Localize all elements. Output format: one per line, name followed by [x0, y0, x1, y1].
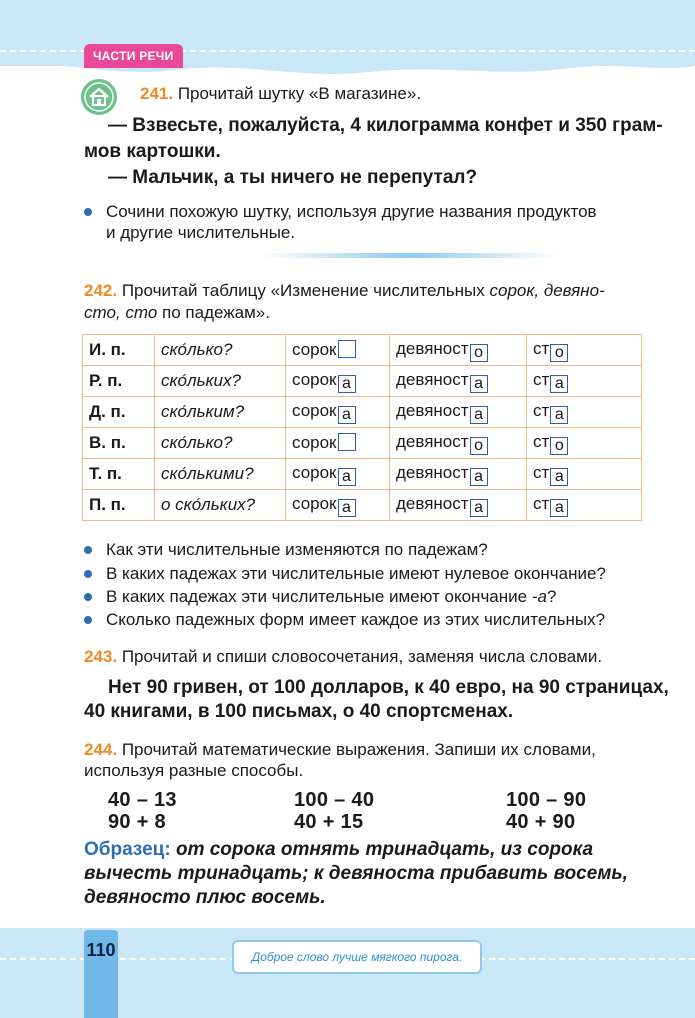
ex243-line1: Нет 90 гривен, от 100 долларов, к 40 евро, на 90 страницах, — [108, 677, 669, 698]
ex243-number: 243. — [84, 647, 118, 666]
ex242-question-3c: ? — [546, 587, 557, 606]
ex242-number: 242. — [84, 281, 118, 300]
devyanosto-form — [390, 490, 527, 521]
devyanosto-form — [390, 428, 527, 459]
sample-line-1: от сорока отнять тринадцать, из сорока — [170, 839, 594, 860]
ex242-question-1: Как эти числительные изменяются по падежам? — [80, 539, 488, 560]
table-row — [83, 366, 642, 397]
ex244-sample — [84, 838, 644, 910]
ex242-heading-line2 — [84, 302, 270, 323]
ex242-instruction-d: по падежам». — [157, 303, 270, 322]
table-row — [83, 335, 642, 366]
ending-box: а — [470, 499, 488, 517]
ending-box: о — [470, 437, 488, 455]
word-stem: сорок — [292, 493, 337, 513]
sorok-form — [286, 397, 390, 428]
ex241-heading — [140, 83, 421, 104]
ending-box: а — [550, 468, 568, 486]
ending-box: о — [550, 344, 568, 362]
page-number: 110 — [84, 930, 118, 1018]
case-name: В. п. — [83, 428, 155, 459]
word-stem: ст — [533, 462, 550, 482]
ending-box: а — [338, 499, 356, 517]
ex242-question-3a: В каких падежах эти числительные имеют окончание — [106, 587, 532, 606]
ex241-line2: мов картошки. — [84, 141, 221, 162]
sto-form — [527, 335, 642, 366]
sample-line-2: вычесть тринадцать; к девяноста прибавить восемь, — [84, 863, 628, 884]
table-row — [83, 490, 642, 521]
sto-form — [527, 428, 642, 459]
ex242-question-4: Сколько падежных форм имеет каждое из этих числительных? — [80, 609, 605, 630]
word-stem: девяност — [396, 462, 469, 482]
ex244-heading — [84, 739, 596, 760]
math-expression: 90 + 8 — [108, 811, 166, 833]
ending-box: о — [470, 344, 488, 362]
ending-box: а — [338, 468, 356, 486]
ending-box: о — [550, 437, 568, 455]
case-question: ско́льких? — [155, 366, 286, 397]
case-name: Т. п. — [83, 459, 155, 490]
word-stem: сорок — [292, 400, 337, 420]
case-question: ско́лько? — [155, 428, 286, 459]
math-expression: 40 + 90 — [506, 811, 576, 833]
case-name: И. п. — [83, 335, 155, 366]
ex242-heading — [84, 280, 649, 301]
sto-form — [527, 490, 642, 521]
sample-line-3: девяносто плюс восемь. — [84, 887, 326, 908]
ending-box: а — [470, 375, 488, 393]
ending-box: а — [550, 375, 568, 393]
ex241-line3: — Мальчик, а ты ничего не перепутал? — [108, 167, 478, 188]
case-name: Д. п. — [83, 397, 155, 428]
footer-proverb: Доброе слово лучше мягкого пирога. — [232, 940, 482, 974]
ex242-question-3b: -а — [531, 587, 547, 606]
ex243-heading — [84, 646, 602, 667]
ex244-instruction-1: Прочитай математические выражения. Запиши их словами, — [121, 740, 596, 759]
sorok-form — [286, 335, 390, 366]
table-row — [83, 397, 642, 428]
ex243-instruction: Прочитай и спиши словосочетания, заменяя числа словами. — [121, 647, 603, 666]
case-question: о ско́льких? — [155, 490, 286, 521]
ex241-task-bullet — [80, 201, 597, 243]
ending-box — [338, 340, 356, 358]
math-expression: 100 – 90 — [506, 789, 587, 811]
sorok-form — [286, 366, 390, 397]
ex241-number: 241. — [140, 84, 174, 103]
math-expression: 40 – 13 — [108, 789, 177, 811]
home-icon — [80, 78, 118, 116]
word-stem: девяност — [396, 369, 469, 389]
word-stem: ст — [533, 369, 550, 389]
case-name: П. п. — [83, 490, 155, 521]
ex242-instruction-a: Прочитай таблицу «Изменение числительных — [121, 281, 490, 300]
math-expression: 40 + 15 — [294, 811, 364, 833]
sorok-form — [286, 490, 390, 521]
ex244-number: 244. — [84, 740, 118, 759]
table-row — [83, 459, 642, 490]
math-expression: 100 – 40 — [294, 789, 375, 811]
ex241-task-line1: Сочини похожую шутку, используя другие названия продуктов — [106, 202, 597, 221]
ending-box: а — [550, 406, 568, 424]
ending-box — [338, 433, 356, 451]
sorok-form — [286, 428, 390, 459]
ending-box: а — [338, 406, 356, 424]
ending-box: а — [470, 468, 488, 486]
case-name: Р. п. — [83, 366, 155, 397]
word-stem: девяност — [396, 338, 469, 358]
devyanosto-form — [390, 397, 527, 428]
ending-box: а — [470, 406, 488, 424]
separator-line — [260, 253, 560, 258]
ending-box: а — [338, 375, 356, 393]
devyanosto-form — [390, 459, 527, 490]
ex241-task-line2: и другие числительные. — [106, 223, 296, 242]
word-stem: сорок — [292, 369, 337, 389]
case-question: ско́лькими? — [155, 459, 286, 490]
case-question: ско́льким? — [155, 397, 286, 428]
sto-form — [527, 366, 642, 397]
word-stem: девяност — [396, 400, 469, 420]
ex242-question-3 — [80, 586, 556, 607]
ex242-instruction-c: сто, сто — [84, 303, 158, 322]
word-stem: ст — [533, 338, 550, 358]
ex242-instruction-b: сорок, девяно- — [489, 281, 605, 300]
devyanosto-form — [390, 335, 527, 366]
word-stem: сорок — [292, 340, 337, 359]
ex244-instruction-2: используя разные способы. — [84, 761, 304, 780]
ex241-instruction: Прочитай шутку «В магазине». — [177, 84, 422, 103]
word-stem: девяност — [396, 493, 469, 513]
sorok-form — [286, 459, 390, 490]
word-stem: ст — [533, 431, 550, 451]
word-stem: ст — [533, 493, 550, 513]
cases-table — [82, 334, 642, 521]
sample-label: Образец: — [84, 839, 171, 860]
ex242-question-2: В каких падежах эти числительные имеют нулевое окончание? — [80, 563, 606, 584]
sto-form — [527, 397, 642, 428]
ex241-line1: — Взвесьте, пожалуйста, 4 килограмма конфет и 350 грам- — [108, 115, 663, 136]
sto-form — [527, 459, 642, 490]
ex243-line2: 40 книгами, в 100 письмах, о 40 спортсменах. — [84, 701, 514, 722]
word-stem: ст — [533, 400, 550, 420]
ending-box: а — [550, 499, 568, 517]
word-stem: девяност — [396, 431, 469, 451]
case-question: ско́лько? — [155, 335, 286, 366]
devyanosto-form — [390, 366, 527, 397]
section-tag: ЧАСТИ РЕЧИ — [84, 44, 183, 68]
word-stem: сорок — [292, 433, 337, 452]
word-stem: сорок — [292, 462, 337, 482]
table-row — [83, 428, 642, 459]
